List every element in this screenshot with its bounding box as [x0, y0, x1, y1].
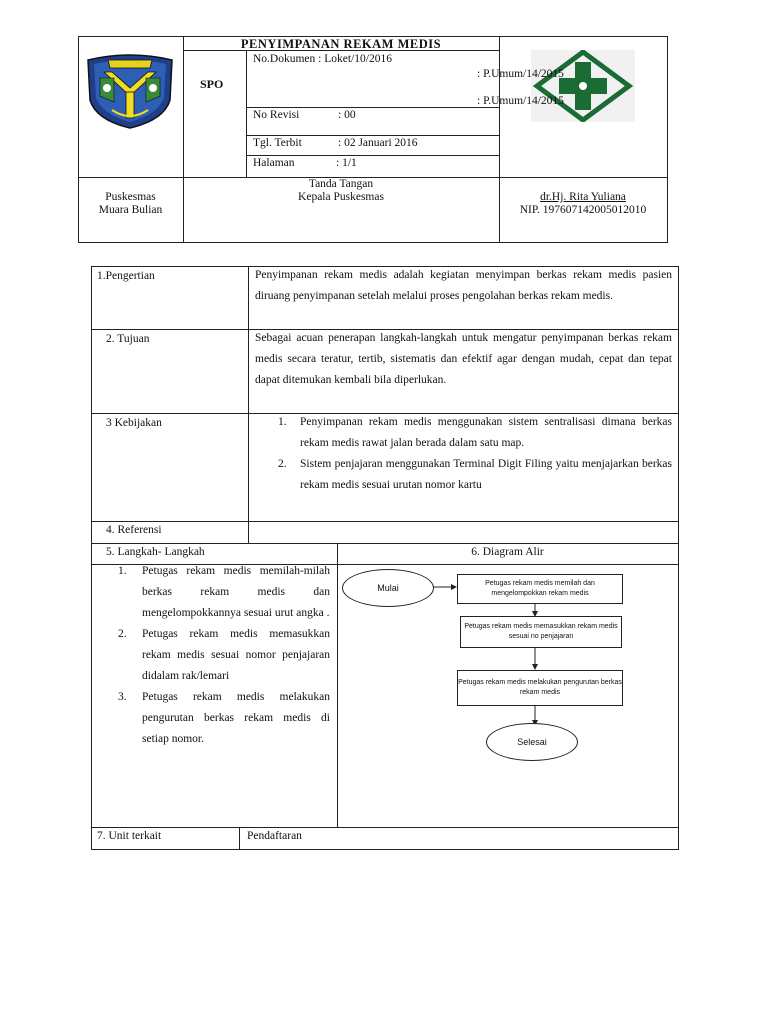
- pengertian-label: 1.Pengertian: [97, 270, 155, 282]
- diagram-label: 6. Diagram Alir: [471, 546, 544, 558]
- flow-step-1: Petugas rekam medis memilah dan mengelompokkan rekam medis: [457, 574, 623, 604]
- langkah-item-number: 1.: [118, 565, 127, 577]
- kebijakan-label: 3 Kebijakan: [106, 417, 162, 429]
- langkah-item-text: Petugas rekam medis melakukan pengurutan berkas rekam medis di setiap nomor.: [142, 691, 330, 745]
- puskesmas-logo: [531, 50, 635, 122]
- halaman-label: Halaman: [253, 157, 295, 169]
- unit-terkait-label: 7. Unit terkait: [97, 830, 162, 842]
- halaman-value: : 1/1: [336, 157, 357, 169]
- langkah-item-text: Petugas rekam medis memasukkan rekam medis sesuai nomor penjajaran didalam rak/lemari: [142, 628, 330, 682]
- flow-end: Selesai: [486, 723, 578, 761]
- kebijakan-item-number: 2.: [278, 458, 287, 470]
- crest-logo: [84, 52, 176, 130]
- head-name: dr.Hj. Rita Yuliana: [540, 191, 626, 203]
- kebijakan-item-number: 1.: [278, 416, 287, 428]
- unit-terkait-value: Pendaftaran: [247, 830, 302, 842]
- no-revisi-value: : 00: [338, 109, 356, 121]
- referensi-label: 4. Referensi: [106, 524, 162, 536]
- tujuan-label: 2. Tujuan: [106, 333, 150, 345]
- p-umum-2: : P.Umum/14/2015: [477, 95, 564, 107]
- org-name-line2: Muara Bulian: [98, 204, 163, 216]
- signature-label: Tanda Tangan: [308, 178, 374, 190]
- langkah-item: [118, 561, 330, 624]
- flow-start: Mulai: [342, 569, 434, 607]
- no-dokumen: No.Dokumen : Loket/10/2016: [253, 53, 392, 65]
- kebijakan-item-text: Penyimpanan rekam medis menggunakan sistem sentralisasi dimana berkas rekam medis rawat jalan berada dalam satu map.: [300, 416, 672, 449]
- head-nip: NIP. 197607142005012010: [519, 204, 647, 216]
- tgl-terbit-value: : 02 Januari 2016: [338, 137, 418, 149]
- kebijakan-item: [274, 454, 672, 496]
- langkah-list: [118, 561, 330, 750]
- langkah-item-text: Petugas rekam medis memilah-milah berkas rekam medis dan mengelompokkannya sesuai urut angka .: [142, 565, 330, 619]
- langkah-item-number: 3.: [118, 691, 127, 703]
- tujuan-text: Sebagai acuan penerapan langkah-langkah untuk mengatur penyimpanan berkas rekam medis secara teratur, tertib, sistematis dan efektif agar dengan mudah, cepat dan tepat dapat ditemukan kembali bila diperlukan.: [255, 332, 672, 386]
- spo-label: SPO: [200, 77, 224, 91]
- tgl-terbit-label: Tgl. Terbit: [253, 137, 302, 149]
- kebijakan-item-text: Sistem penjajaran menggunakan Terminal Digit Filing yaitu menjajarkan berkas rekam medis sesuai urutan nomor kartu: [300, 458, 672, 491]
- org-name-line1: Puskesmas: [105, 191, 156, 203]
- langkah-item: [118, 624, 330, 687]
- langkah-item-number: 2.: [118, 628, 127, 640]
- no-revisi-label: No Revisi: [253, 109, 300, 121]
- langkah-label: 5. Langkah- Langkah: [106, 546, 205, 558]
- document-title: PENYIMPANAN REKAM MEDIS: [240, 37, 442, 51]
- flow-step-3: Petugas rekam medis melakukan pengurutan berkas rekam medis: [457, 670, 623, 706]
- pengertian-text: Penyimpanan rekam medis adalah kegiatan menyimpan berkas rekam medis pasien diruang penyimpanan setelah melalui proses pengolahan berkas rekam medis.: [255, 269, 672, 302]
- kebijakan-item: [274, 412, 672, 454]
- p-umum-1: : P.Umum/14/2015: [477, 68, 564, 80]
- langkah-item: [118, 687, 330, 750]
- flow-step-2: Petugas rekam medis memasukkan rekam medis sesuai no penjajaran: [460, 616, 622, 648]
- kebijakan-list: [274, 412, 672, 496]
- signature-role: Kepala Puskesmas: [298, 191, 384, 203]
